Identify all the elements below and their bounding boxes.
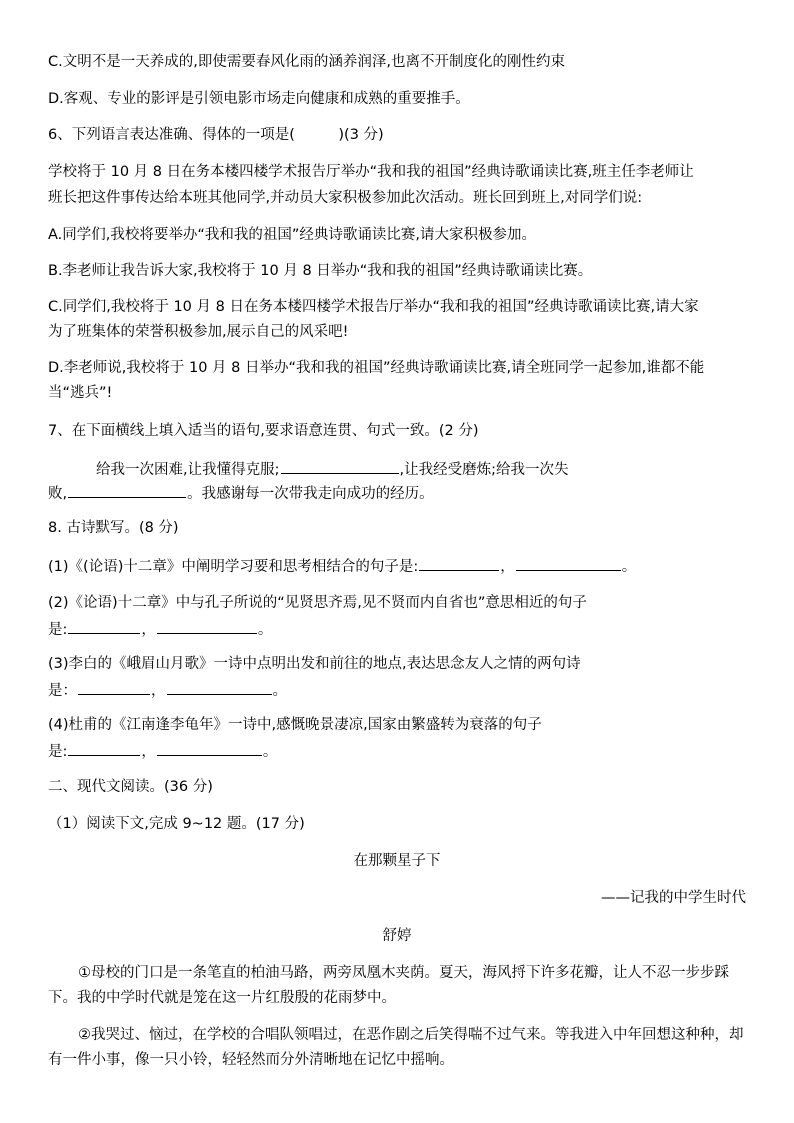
question-8-4-text: 是: xyxy=(48,744,68,760)
period: 。 xyxy=(262,744,278,760)
question-6-stem-line-2: 班长把这件事传达给本班其他同学,并动员大家积极参加此次活动。班长回到班上,对同学们说: xyxy=(48,190,643,206)
question-7-text: ,让我经受磨炼;给我一次失 xyxy=(399,462,569,478)
essay-author: 舒婷 xyxy=(382,928,412,944)
answer-blank[interactable] xyxy=(78,679,150,695)
comma: ， xyxy=(141,744,156,760)
period: 。 xyxy=(272,683,287,699)
essay-paragraph-2: ②我哭过、恼过，在学校的合唱队领唱过，在恶作剧之后笑得喘不过气来。等我进入中年回想这种种，却有一件小事，像一只小铃，轻轻然而分外清晰地在记忆中摇响。 xyxy=(48,1027,744,1068)
question-6-stem-line-1: 学校将于 10 月 8 日在务本楼四楼学术报告厅举办“我和我的祖国”经典诗歌诵读比赛,班主任李老师让 xyxy=(48,164,694,180)
comma: ， xyxy=(500,559,515,575)
question-8-heading: 8. 古诗默写。(8 分) xyxy=(48,520,179,536)
question-8-3-text: 是： xyxy=(48,683,77,699)
question-6-option-b: B.李老师让我告诉大家,我校将于 10 月 8 日举办“我和我的祖国”经典诗歌诵读比赛。 xyxy=(48,263,593,279)
answer-blank[interactable] xyxy=(167,679,272,695)
answer-blank[interactable] xyxy=(68,482,186,498)
reading-1-heading: （1）阅读下文,完成 9~12 题。(17 分) xyxy=(48,816,305,832)
question-8-3-line-1: (3)李白的《峨眉山月歌》一诗中点明出发和前往的地点,表达思念友人之情的两句诗 xyxy=(48,656,581,672)
question-7-body-line-1 xyxy=(96,458,794,480)
question-8-3-line-2 xyxy=(48,679,748,701)
question-7-body-line-2 xyxy=(48,482,748,504)
essay-subtitle: ——记我的中学生时代 xyxy=(601,890,746,906)
question-7-heading: 7、在下面横线上填入适当的语句,要求语意连贯、句式一致。(2 分) xyxy=(48,423,479,439)
period: 。 xyxy=(257,622,273,638)
question-7-text: 。我感谢每一次带我走向成功的经历。 xyxy=(187,486,434,502)
option-c-previous: C.文明不是一天养成的,即使需要春风化雨的涵养润泽,也离不开制度化的刚性约束 xyxy=(48,54,565,70)
comma: ， xyxy=(151,683,166,699)
question-8-1-text: (1)《(论语)十二章》中阐明学习要和思考相结合的句子是: xyxy=(48,559,419,575)
question-8-2-line-1: (2)《论语)十二章》中与孔子所说的“见贤思齐焉,见不贤而内自省也”意思相近的句子 xyxy=(48,595,587,611)
question-8-4-line-2 xyxy=(48,740,748,762)
question-8-2-text: 是: xyxy=(48,622,68,638)
question-7-text: 败, xyxy=(48,486,68,502)
answer-blank[interactable] xyxy=(281,458,399,474)
question-6-option-c-line-1: C.同学们,我校将于 10 月 8 日在务本楼四楼学术报告厅举办“我和我的祖国”经典诗歌诵读比赛,请大家 xyxy=(48,299,699,315)
question-8-1 xyxy=(48,555,748,577)
question-6-heading: 6、下列语言表达准确、得体的一项是( )(3 分) xyxy=(48,127,384,143)
question-6-option-a: A.同学们,我校将要举办“我和我的祖国”经典诗歌诵读比赛,请大家积极参加。 xyxy=(48,227,537,243)
essay-title: 在那颗星子下 xyxy=(353,853,441,869)
question-7-text: 给我一次困难,让我懂得克服; xyxy=(96,462,280,478)
question-8-4-line-1: (4)杜甫的《江南逢李龟年》一诗中,感慨晚景凄凉,国家由繁盛转为衰落的句子 xyxy=(48,717,542,733)
question-6-option-c-line-2: 为了班集体的荣誉积极参加,展示自己的风采吧! xyxy=(48,324,349,340)
question-6-option-d-line-1: D.李老师说,我校将于 10 月 8 日举办“我和我的祖国”经典诗歌诵读比赛,请全班同学一起参加,谁都不能 xyxy=(48,360,705,376)
option-d-previous: D.客观、专业的影评是引领电影市场走向健康和成熟的重要推手。 xyxy=(48,91,470,107)
question-6-option-d-line-2: 当“逃兵”! xyxy=(48,385,113,401)
answer-blank[interactable] xyxy=(157,618,257,634)
essay-paragraph-1: ①母校的门口是一条笔直的柏油马路，两旁凤凰木夹荫。夏天，海风捋下许多花瓣，让人不忍一步步踩下。我的中学时代就是笼在这一片红殷殷的花雨梦中。 xyxy=(48,965,729,1006)
answer-blank[interactable] xyxy=(516,555,621,571)
period: 。 xyxy=(621,559,637,575)
section-2-heading: 二、现代文阅读。(36 分) xyxy=(48,779,213,795)
answer-blank[interactable] xyxy=(68,618,140,634)
answer-blank[interactable] xyxy=(157,740,262,756)
answer-blank[interactable] xyxy=(419,555,499,571)
question-8-2-line-2 xyxy=(48,618,748,640)
comma: ， xyxy=(141,622,156,638)
answer-blank[interactable] xyxy=(68,740,140,756)
